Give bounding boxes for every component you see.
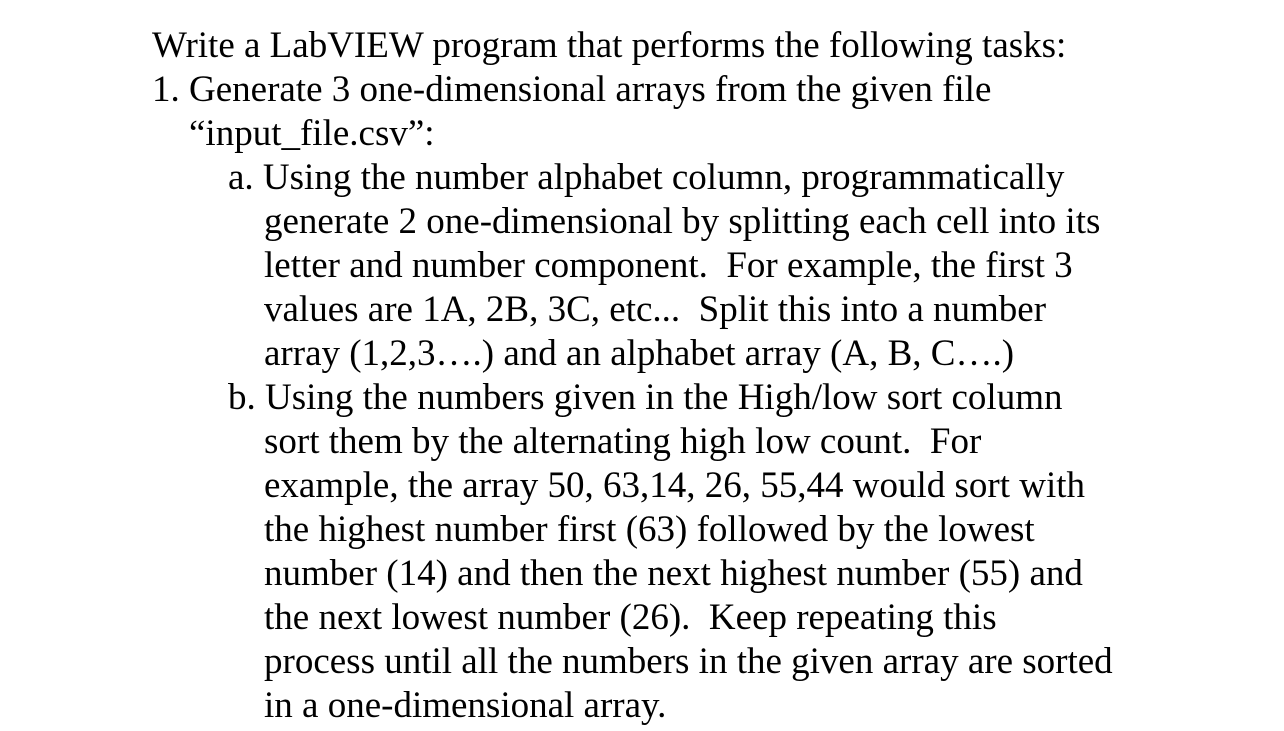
item-b-line-4: the highest number first (63) followed by the lowest [264, 509, 1035, 550]
task-1-line-1: 1. Generate 3 one-dimensional arrays from the given file [152, 69, 992, 110]
item-b-line-6: the next lowest number (26). Keep repeating this [264, 597, 997, 638]
assignment-heading: Write a LabVIEW program that performs the following tasks: [152, 25, 1067, 66]
item-b-line-1: b. Using the numbers given in the High/low sort column [228, 377, 1063, 418]
item-a-line-1: a. Using the number alphabet column, programmatically [228, 157, 1065, 198]
item-a-line-3: letter and number component. For example, the first 3 [264, 245, 1073, 286]
item-a-line-4: values are 1A, 2B, 3C, etc... Split this into a number [264, 289, 1047, 330]
item-b-line-8: in a one-dimensional array. [264, 685, 667, 726]
item-b-line-7: process until all the numbers in the given array are sorted [264, 641, 1113, 682]
item-b-line-5: number (14) and then the next highest number (55) and [264, 553, 1083, 594]
item-a-line-2: generate 2 one-dimensional by splitting each cell into its [264, 201, 1101, 242]
item-b-line-3: example, the array 50, 63,14, 26, 55,44 would sort with [264, 465, 1086, 506]
task-1-line-2: “input_file.csv”: [189, 113, 435, 154]
item-a-line-5: array (1,2,3….) and an alphabet array (A, B, C….) [264, 333, 1015, 374]
item-b-line-2: sort them by the alternating high low count. For [264, 421, 982, 462]
